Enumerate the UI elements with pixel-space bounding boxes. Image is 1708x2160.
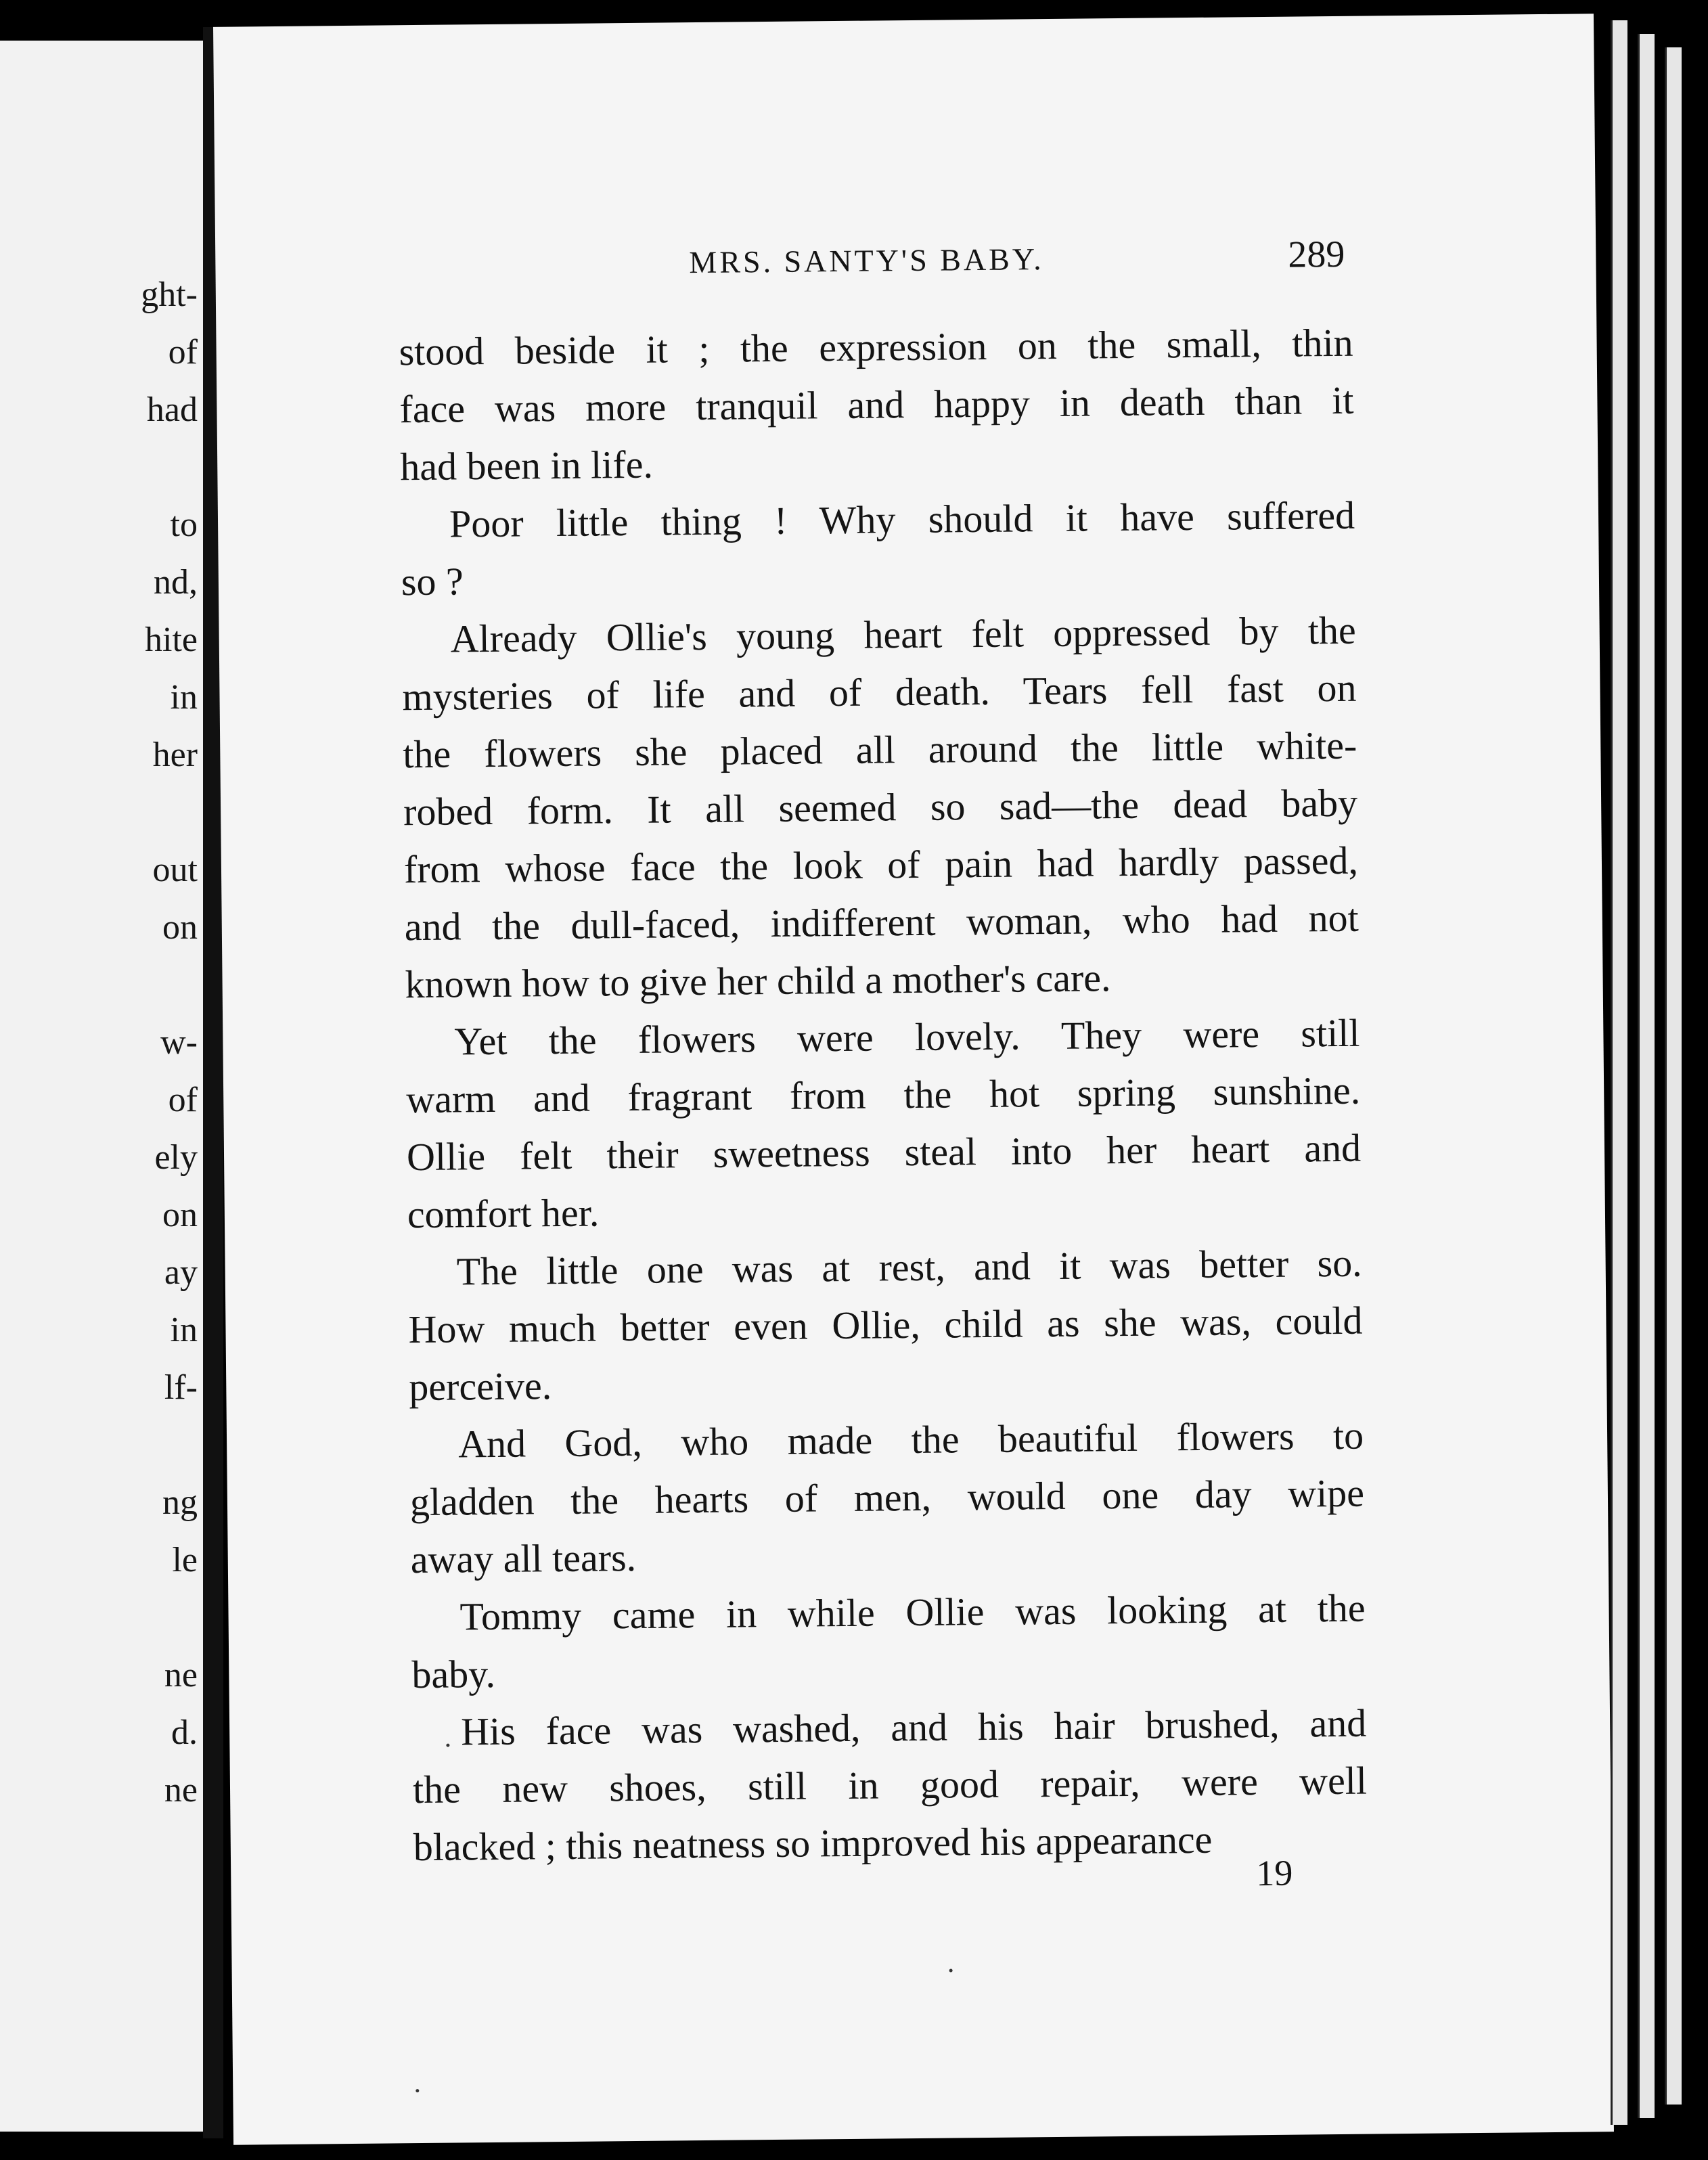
left-page-fragment: ne — [164, 1771, 198, 1809]
text-line: so ? — [401, 559, 464, 604]
text-line: robed form. It all seemed so sad—the dead baby — [403, 780, 1358, 834]
text-line: gladden the hearts of men, would one day wipe — [409, 1470, 1365, 1525]
running-title: MRS. SANTY'S BABY. — [689, 242, 1044, 280]
left-page-fragment: her — [152, 736, 198, 774]
previous-page — [0, 41, 203, 2132]
text-line: mysteries of life and of death. Tears fell fast on — [402, 665, 1357, 719]
left-page-fragment: lf- — [164, 1368, 198, 1407]
print-speck — [446, 1744, 449, 1747]
left-page-fragment: ne — [164, 1656, 198, 1694]
left-page-fragment: ely — [154, 1138, 198, 1177]
text-line: warm and fragrant from the hot spring sunshine. — [405, 1068, 1361, 1122]
text-line: stood beside it ; the expression on the small, thin — [399, 320, 1353, 374]
text-line: away all tears. — [410, 1535, 637, 1582]
text-line: Already Ollie's young heart felt oppressed by the — [450, 608, 1356, 661]
page-edge — [1611, 20, 1627, 2125]
left-page-fragment: out — [152, 851, 198, 889]
book-page — [213, 14, 1614, 2144]
left-page-fragment: w- — [160, 1023, 198, 1062]
left-page-fragment: d. — [171, 1713, 198, 1752]
left-page-fragment: on — [162, 908, 198, 947]
text-line: comfort her. — [407, 1190, 600, 1237]
page-edge — [1638, 34, 1655, 2118]
left-page-fragment: ay — [164, 1253, 198, 1292]
print-speck — [949, 1969, 953, 1973]
text-line: the flowers she placed all around the little white- — [403, 723, 1357, 777]
page-header — [215, 230, 1596, 291]
left-page-fragment: le — [172, 1541, 198, 1579]
text-line: had been in life. — [399, 442, 654, 489]
text-line: blacked ; this neatness so improved his appearance — [413, 1817, 1213, 1870]
signature-mark: 19 — [1255, 1852, 1293, 1894]
left-page-fragment: of — [168, 1081, 198, 1119]
text-line: Ollie felt their sweetness steal into her heart and — [406, 1125, 1362, 1179]
left-page-fragment: in — [170, 1311, 198, 1349]
text-line: known how to give her child a mother's care. — [405, 955, 1111, 1007]
page-edge — [1665, 47, 1682, 2105]
left-page-fragment: ng — [162, 1483, 198, 1522]
print-speck — [415, 2089, 419, 2092]
left-page-fragment: to — [170, 505, 198, 544]
text-line: from whose face the look of pain had hardly passed, — [403, 838, 1359, 892]
text-line: And God, who made the beautiful flowers to — [457, 1413, 1364, 1466]
left-page-fragment: of — [168, 333, 198, 372]
text-line: The little one was at rest, and it was better so. — [456, 1240, 1362, 1294]
left-page-fragment: on — [162, 1196, 198, 1234]
text-line: and the dull-faced, indifferent woman, who had not — [404, 895, 1359, 949]
text-line: perceive. — [409, 1364, 552, 1410]
text-line: His face was washed, and his hair brushed, and — [460, 1701, 1367, 1754]
text-line: How much better even Ollie, child as she was, could — [408, 1298, 1363, 1352]
left-page-fragment: in — [170, 678, 198, 717]
left-page-fragment: nd, — [154, 563, 198, 602]
text-line: face was more tranquil and happy in death than it — [399, 378, 1354, 432]
text-line: the new shoes, still in good repair, were well — [412, 1758, 1368, 1812]
left-page-fragment: hite — [145, 621, 198, 659]
page-number: 289 — [1288, 233, 1345, 276]
page-body — [399, 314, 1368, 1876]
left-page-fragment: had — [146, 390, 198, 429]
text-line: Yet the flowers were lovely. They were still — [454, 1010, 1360, 1064]
text-line: baby. — [411, 1651, 496, 1697]
left-page-fragment: ght- — [141, 275, 198, 314]
text-line: Tommy came in while Ollie was looking at the — [459, 1585, 1366, 1639]
text-line: Poor little thing ! Why should it have suffered — [449, 493, 1355, 546]
